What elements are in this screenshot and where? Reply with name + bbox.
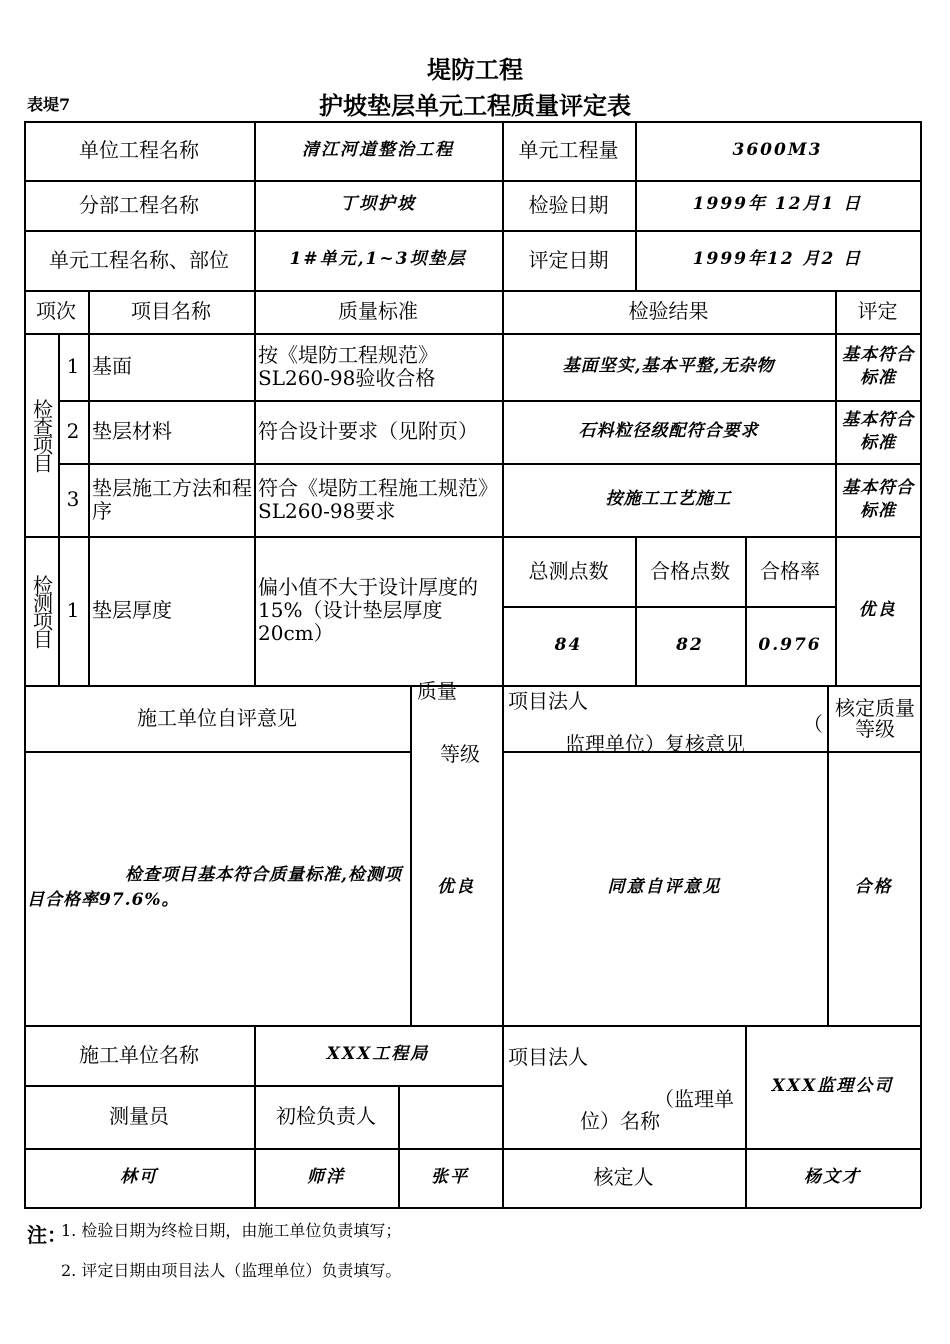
measure-grade: 优良 bbox=[858, 599, 897, 620]
pass-rate-label: 合格率 bbox=[760, 558, 820, 583]
verified-grade-label: 核定质量等级 bbox=[835, 696, 915, 741]
total-points-label: 总测点数 bbox=[528, 558, 609, 583]
self-eval-label: 施工单位自评意见 bbox=[137, 705, 297, 730]
check-items-group-label: 检查项目 bbox=[29, 398, 54, 471]
unit-quantity-value: 3600M3 bbox=[732, 139, 823, 160]
check-row-3-no: 3 bbox=[66, 487, 80, 511]
title-line-2: 护坡垫层单元工程质量评定表 bbox=[319, 91, 631, 120]
verifier-label: 核定人 bbox=[593, 1165, 654, 1189]
check-row-3-result: 按施工工艺施工 bbox=[605, 489, 732, 510]
measure-row-no: 1 bbox=[66, 598, 80, 622]
form-number: 表堤7 bbox=[27, 95, 71, 114]
supervisor-value: XXX监理公司 bbox=[771, 1075, 894, 1096]
notes-label: 注： bbox=[27, 1223, 67, 1247]
note-line-1: 1. 检验日期为终检日期，由施工单位负责填写； bbox=[61, 1221, 402, 1240]
pass-points-value: 82 bbox=[676, 634, 704, 655]
check-row-2-grade: 基本符合标准 bbox=[842, 410, 914, 453]
measure-row-standard: 偏小值不大于设计厚度的15%（设计垫层厚度20cm） bbox=[258, 575, 478, 645]
col-result-header: 检验结果 bbox=[628, 299, 709, 323]
note-line-2: 2. 评定日期由项目法人（监理单位）负责填写。 bbox=[61, 1261, 402, 1280]
self-grade-value: 优良 bbox=[437, 877, 475, 898]
inspector-name-1: 师洋 bbox=[307, 1166, 345, 1187]
contractor-value: XXX工程局 bbox=[326, 1044, 430, 1065]
eval-date-label: 评定日期 bbox=[528, 247, 609, 272]
sub-project-label: 分部工程名称 bbox=[79, 192, 199, 217]
check-row-3-name: 垫层施工方法和程序 bbox=[92, 475, 252, 523]
col-grade-header: 评定 bbox=[857, 299, 898, 323]
element-value: 1#单元,1~3坝垫层 bbox=[289, 249, 467, 270]
check-row-1-name: 基面 bbox=[92, 354, 132, 378]
sub-project-value: 丁坝护坡 bbox=[340, 194, 416, 215]
check-row-1-result: 基面坚实,基本平整,无杂物 bbox=[562, 356, 775, 377]
check-row-1-no: 1 bbox=[66, 354, 80, 378]
check-row-1-standard: 按《堤防工程规范》SL260-98验收合格 bbox=[258, 342, 438, 390]
pass-points-label: 合格点数 bbox=[650, 558, 730, 583]
title-line-1: 堤防工程 bbox=[427, 55, 523, 84]
sig-owner-label: 项目法人 bbox=[508, 1045, 588, 1069]
check-row-2-name: 垫层材料 bbox=[92, 419, 172, 443]
quality-grade-label-bottom: 等级 bbox=[440, 742, 480, 766]
unit-project-label: 单位工程名称 bbox=[79, 138, 199, 162]
check-row-2-standard: 符合设计要求（见附页） bbox=[258, 419, 478, 443]
unit-quantity-label: 单元工程量 bbox=[518, 138, 619, 162]
check-row-2-no: 2 bbox=[66, 419, 80, 443]
quality-grade-label-top: 质量 bbox=[417, 679, 457, 703]
check-row-2-result: 石料粒径级配符合要求 bbox=[578, 421, 759, 442]
verifier-name: 杨文才 bbox=[804, 1166, 861, 1187]
col-no-header: 项次 bbox=[36, 299, 76, 323]
contractor-label: 施工单位名称 bbox=[79, 1042, 199, 1067]
pass-rate-value: 0.976 bbox=[758, 634, 822, 655]
inspector-name-2: 张平 bbox=[431, 1166, 469, 1187]
owner-label: 项目法人 bbox=[508, 689, 588, 713]
owner-paren: （ bbox=[803, 712, 823, 736]
total-points-value: 84 bbox=[554, 634, 583, 655]
verified-grade-value: 合格 bbox=[854, 877, 893, 898]
self-eval-text: 检查项目基本符合质量标准,检测项目合格率97.6%。 bbox=[27, 865, 402, 910]
unit-project-value: 清江河道整治工程 bbox=[302, 139, 454, 160]
inspect-date-label: 检验日期 bbox=[528, 192, 609, 217]
surveyor-name: 林可 bbox=[120, 1166, 158, 1187]
review-text: 同意自评意见 bbox=[607, 877, 722, 898]
col-standard-header: 质量标准 bbox=[338, 299, 418, 323]
initial-inspector-label: 初检负责人 bbox=[276, 1104, 376, 1128]
quality-grade-label bbox=[410, 679, 502, 766]
col-item-header: 项目名称 bbox=[131, 299, 211, 323]
inspect-date-value: 1999年 12月1 日 bbox=[692, 194, 863, 215]
check-row-3-grade: 基本符合标准 bbox=[842, 478, 914, 521]
supervisor-name-label: （监理单位）名称 bbox=[580, 1087, 734, 1133]
measure-row-name: 垫层厚度 bbox=[92, 598, 172, 622]
check-row-1-grade: 基本符合标准 bbox=[842, 345, 914, 388]
supervisor-review-label: 监理单位）复核意见 bbox=[565, 732, 745, 756]
measure-items-group-label: 检测项目 bbox=[29, 574, 54, 647]
surveyor-label: 测量员 bbox=[109, 1104, 169, 1128]
check-row-3-standard: 符合《堤防工程施工规范》SL260-98要求 bbox=[258, 475, 498, 523]
element-label: 单元工程名称、部位 bbox=[49, 247, 229, 272]
eval-date-value: 1999年12 月2 日 bbox=[692, 249, 863, 270]
